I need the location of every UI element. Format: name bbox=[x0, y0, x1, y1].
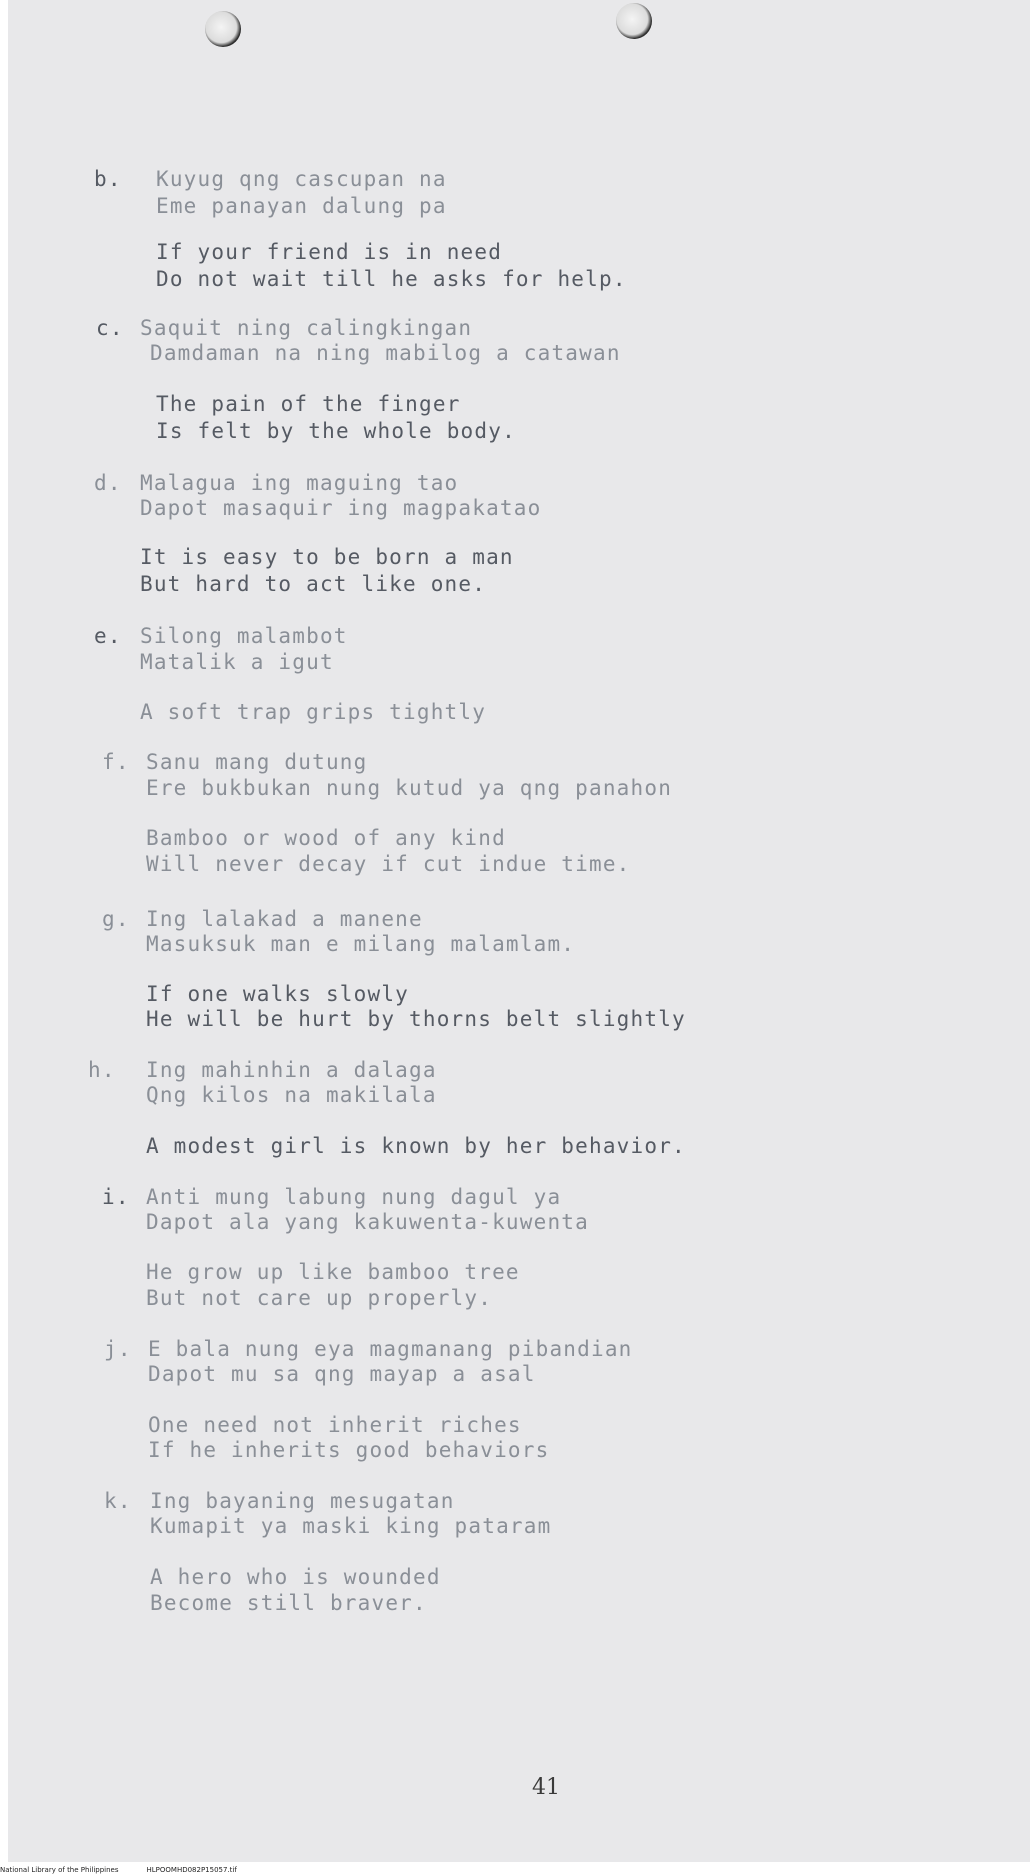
proverb-g-line-2: Masuksuk man e milang malamlam. bbox=[146, 932, 576, 956]
proverb-j-line-2: Dapot mu sa qng mayap a asal bbox=[148, 1362, 536, 1386]
proverb-b-marker: b. bbox=[94, 167, 122, 191]
proverb-d-translation-1: It is easy to be born a man bbox=[140, 545, 514, 569]
proverb-h-translation-1: A modest girl is known by her behavior. bbox=[146, 1134, 686, 1158]
proverb-k-marker: k. bbox=[104, 1489, 132, 1513]
proverb-e-marker: e. bbox=[94, 624, 122, 648]
proverb-f-translation-2: Will never decay if cut indue time. bbox=[146, 852, 631, 876]
proverb-j-translation-2: If he inherits good behaviors bbox=[148, 1438, 550, 1462]
proverb-f-line-1: Sanu mang dutung bbox=[146, 750, 368, 774]
proverb-f-marker: f. bbox=[102, 750, 130, 774]
proverb-k-line-1: Ing bayaning mesugatan bbox=[150, 1489, 455, 1513]
proverb-b-translation-1: If your friend is in need bbox=[156, 240, 503, 264]
proverb-f-translation-1: Bamboo or wood of any kind bbox=[146, 826, 506, 850]
proverb-g-translation-2: He will be hurt by thorns belt slightly bbox=[146, 1007, 686, 1031]
proverb-d-marker: d. bbox=[94, 471, 122, 495]
proverb-f-line-2: Ere bukbukan nung kutud ya qng panahon bbox=[146, 776, 673, 800]
proverb-b-translation-2: Do not wait till he asks for help. bbox=[156, 267, 627, 291]
proverb-h-line-2: Qng kilos na makilala bbox=[146, 1083, 437, 1107]
proverb-i-marker: i. bbox=[102, 1185, 130, 1209]
proverb-d-line-1: Malagua ing maguing tao bbox=[140, 471, 459, 495]
proverb-g-line-1: Ing lalakad a manene bbox=[146, 907, 423, 931]
proverb-j-line-1: E bala nung eya magmanang pibandian bbox=[148, 1337, 633, 1361]
proverb-i-translation-1: He grow up like bamboo tree bbox=[146, 1260, 520, 1284]
proverb-c-translation-1: The pain of the finger bbox=[156, 392, 461, 416]
proverb-i-line-2: Dapot ala yang kakuwenta-kuwenta bbox=[146, 1210, 589, 1234]
proverb-e-line-2: Matalik a igut bbox=[140, 650, 334, 674]
document-page bbox=[8, 0, 1030, 1862]
proverb-d-line-2: Dapot masaquir ing magpakatao bbox=[140, 496, 542, 520]
proverb-h-line-1: Ing mahinhin a dalaga bbox=[146, 1058, 437, 1082]
proverb-e-translation-1: A soft trap grips tightly bbox=[140, 700, 487, 724]
proverb-g-marker: g. bbox=[102, 907, 130, 931]
proverb-i-translation-2: But not care up properly. bbox=[146, 1286, 493, 1310]
proverb-b-line-1: Kuyug qng cascupan na bbox=[156, 167, 447, 191]
footer-institution: National Library of the Philippines bbox=[0, 1866, 119, 1874]
proverb-k-line-2: Kumapit ya maski king pataram bbox=[150, 1514, 552, 1538]
footer-strip bbox=[0, 1865, 1035, 1876]
proverb-k-translation-2: Become still braver. bbox=[150, 1591, 427, 1615]
punch-hole-left bbox=[205, 11, 241, 47]
proverb-b-line-2: Eme panayan dalung pa bbox=[156, 194, 447, 218]
proverb-e-line-1: Silong malambot bbox=[140, 624, 348, 648]
footer-file-id: HLPOOMHD082P15057.tif bbox=[146, 1866, 237, 1874]
proverb-d-translation-2: But hard to act like one. bbox=[140, 572, 487, 596]
punch-hole-right bbox=[616, 3, 652, 39]
page-number: 41 bbox=[532, 1775, 560, 1800]
proverb-c-line-2: Damdaman na ning mabilog a catawan bbox=[150, 341, 621, 365]
proverb-j-translation-1: One need not inherit riches bbox=[148, 1413, 522, 1437]
proverb-c-translation-2: Is felt by the whole body. bbox=[156, 419, 516, 443]
proverb-j-marker: j. bbox=[104, 1337, 132, 1361]
proverb-h-marker: h. bbox=[88, 1058, 116, 1082]
proverb-c-line-1: Saquit ning calingkingan bbox=[140, 316, 473, 340]
proverb-g-translation-1: If one walks slowly bbox=[146, 982, 410, 1006]
proverb-i-line-1: Anti mung labung nung dagul ya bbox=[146, 1185, 562, 1209]
proverb-k-translation-1: A hero who is wounded bbox=[150, 1565, 441, 1589]
proverb-c-marker: c. bbox=[96, 316, 124, 340]
